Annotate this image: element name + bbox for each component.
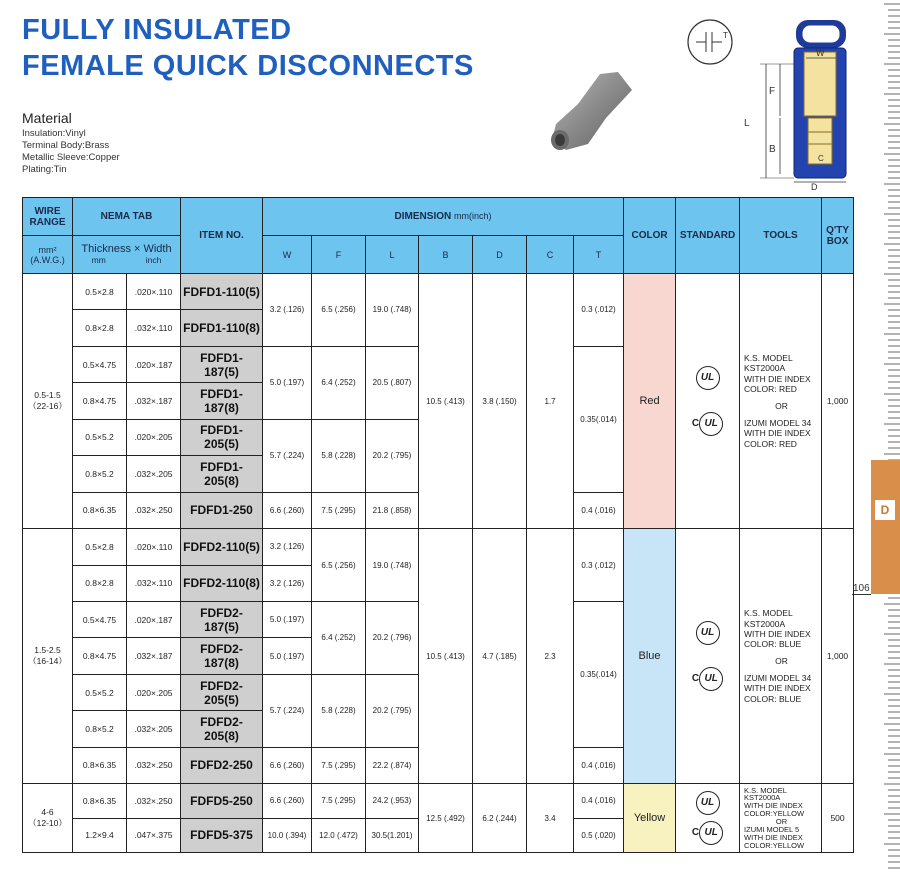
dim-w: 6.6 (.260) <box>263 784 312 818</box>
tab-mm: 0.5×5.2 <box>73 419 127 455</box>
dim-f: 7.5 (.295) <box>312 747 366 783</box>
header-nema-tab: NEMA TAB <box>73 198 181 236</box>
standard-cell <box>676 784 740 853</box>
item-no: FDFD1-205(8) <box>181 456 263 492</box>
dim-d: 4.7 (.185) <box>473 529 527 784</box>
material-insulation: Insulation:Vinyl <box>22 128 86 139</box>
tab-inch: .032×.187 <box>127 638 181 674</box>
tab-mm: 0.8×4.75 <box>73 638 127 674</box>
standard-cell <box>676 274 740 529</box>
dim-c: 3.4 <box>527 784 574 853</box>
dim-f: 12.0 (.472) <box>312 818 366 852</box>
header-thickness-width: Thickness × Width mm inch <box>73 236 181 274</box>
ul-mark-icon: UL <box>696 791 720 815</box>
table-row <box>23 529 854 565</box>
item-no: FDFD1-110(5) <box>181 274 263 310</box>
standard-cell <box>676 529 740 784</box>
tab-inch: .020×.187 <box>127 346 181 382</box>
item-no: FDFD2-110(8) <box>181 565 263 601</box>
tab-inch: .047×.375 <box>127 818 181 852</box>
tab-inch: .032×.250 <box>127 492 181 528</box>
tab-mm: 0.8×2.8 <box>73 310 127 346</box>
dim-w: 10.0 (.394) <box>263 818 312 852</box>
header-color: COLOR <box>624 198 676 274</box>
dim-w: 5.7 (.224) <box>263 674 312 747</box>
item-no: FDFD2-110(5) <box>181 529 263 565</box>
dim-b: 10.5 (.413) <box>419 529 473 784</box>
item-no: FDFD2-250 <box>181 747 263 783</box>
header-dimension: DIMENSION mm(inch) <box>263 198 624 236</box>
item-no: FDFD5-375 <box>181 818 263 852</box>
dimension-drawing <box>738 14 858 192</box>
header-d: D <box>473 236 527 274</box>
drawing-label-l: L <box>744 118 750 129</box>
tab-inch: .032×.250 <box>127 747 181 783</box>
table-row <box>23 784 854 818</box>
header-f: F <box>312 236 366 274</box>
dim-f: 7.5 (.295) <box>312 784 366 818</box>
drawing-label-f: F <box>769 86 776 97</box>
dim-t: 0.5 (.020) <box>574 818 624 852</box>
tab-mm: 0.8×6.35 <box>73 747 127 783</box>
cross-section-symbol-icon <box>686 18 734 66</box>
drawing-label-d: D <box>811 182 818 192</box>
tab-mm: 0.5×4.75 <box>73 601 127 637</box>
tab-inch: .032×.205 <box>127 456 181 492</box>
material-heading: Material <box>22 110 72 126</box>
dim-w: 5.0 (.197) <box>263 638 312 674</box>
item-no: FDFD5-250 <box>181 784 263 818</box>
dim-t: 0.4 (.016) <box>574 747 624 783</box>
dim-w: 3.2 (.126) <box>263 274 312 347</box>
drawing-label-w: W <box>816 48 825 58</box>
page-number: 106 <box>853 583 870 594</box>
dim-l: 20.2 (.795) <box>366 674 419 747</box>
header-standard: STANDARD <box>676 198 740 274</box>
ul-mark-icon: UL <box>696 366 720 390</box>
tab-mm: 0.5×5.2 <box>73 674 127 710</box>
dim-t: 0.4 (.016) <box>574 492 624 528</box>
c-mark-icon: C <box>691 418 700 430</box>
dim-f: 6.5 (.256) <box>312 274 366 347</box>
dim-f: 6.4 (.252) <box>312 601 366 674</box>
product-image <box>548 68 648 158</box>
dim-b: 12.5 (.492) <box>419 784 473 853</box>
dim-l: 22.2 (.874) <box>366 747 419 783</box>
dim-d: 3.8 (.150) <box>473 274 527 529</box>
dim-d: 6.2 (.244) <box>473 784 527 853</box>
dim-f: 7.5 (.295) <box>312 492 366 528</box>
color-cell: Yellow <box>624 784 676 853</box>
tab-inch: .020×.110 <box>127 274 181 310</box>
tab-mm: 0.8×6.35 <box>73 784 127 818</box>
dim-w: 3.2 (.126) <box>263 565 312 601</box>
section-tab <box>871 460 900 594</box>
drawing-label-b: B <box>769 144 776 155</box>
tools-cell: K.S. MODEL KST2000A WITH DIE INDEX COLOR:YELLOW OR IZUMI MODEL 5 WITH DIE INDEX COLOR:YELLOW <box>740 784 822 853</box>
dim-c: 2.3 <box>527 529 574 784</box>
dim-f: 5.8 (.228) <box>312 419 366 492</box>
dim-l: 20.2 (.796) <box>366 601 419 674</box>
dim-w: 5.0 (.197) <box>263 346 312 419</box>
material-plating: Plating:Tin <box>22 164 67 175</box>
tab-mm: 0.8×6.35 <box>73 492 127 528</box>
tab-inch: .020×.205 <box>127 419 181 455</box>
tab-inch: .032×.187 <box>127 383 181 419</box>
tab-mm: 0.8×5.2 <box>73 711 127 747</box>
dim-l: 19.0 (.748) <box>366 274 419 347</box>
header-c: C <box>527 236 574 274</box>
color-cell: Blue <box>624 529 676 784</box>
dim-w: 5.7 (.224) <box>263 419 312 492</box>
item-no: FDFD2-205(5) <box>181 674 263 710</box>
material-terminal-body: Terminal Body:Brass <box>22 140 110 151</box>
dim-t: 0.35(.014) <box>574 601 624 747</box>
header-b: B <box>419 236 473 274</box>
dim-l: 20.5 (.807) <box>366 346 419 419</box>
dim-w: 6.6 (.260) <box>263 492 312 528</box>
c-mark-icon: C <box>691 673 700 685</box>
wire-range-cell: 1.5-2.5 （16-14） <box>23 529 73 784</box>
table-row <box>23 274 854 310</box>
header-wire-units: mm² (A.W.G.) <box>23 236 73 274</box>
tab-inch: .020×.205 <box>127 674 181 710</box>
item-no: FDFD1-110(8) <box>181 310 263 346</box>
item-no: FDFD2-205(8) <box>181 711 263 747</box>
tab-inch: .020×.187 <box>127 601 181 637</box>
header-w: W <box>263 236 312 274</box>
dim-f: 5.8 (.228) <box>312 674 366 747</box>
page-title-line-2: FEMALE QUICK DISCONNECTS <box>22 50 474 82</box>
wire-range-cell: 4-6 （12-10） <box>23 784 73 853</box>
item-no: FDFD1-187(5) <box>181 346 263 382</box>
dim-f: 6.5 (.256) <box>312 529 366 602</box>
tab-inch: .032×.205 <box>127 711 181 747</box>
dim-l: 24.2 (.953) <box>366 784 419 818</box>
tab-inch: .032×.110 <box>127 565 181 601</box>
qty-cell: 500 <box>822 784 854 853</box>
cul-mark-icon: UL <box>699 821 723 845</box>
c-mark-icon: C <box>691 827 700 839</box>
item-no: FDFD1-250 <box>181 492 263 528</box>
dim-t: 0.4 (.016) <box>574 784 624 818</box>
spec-table <box>22 197 854 853</box>
qty-cell: 1,000 <box>822 529 854 784</box>
dim-w: 5.0 (.197) <box>263 601 312 637</box>
dim-t: 0.35(.014) <box>574 346 624 492</box>
item-no: FDFD1-205(5) <box>181 419 263 455</box>
tab-mm: 0.8×5.2 <box>73 456 127 492</box>
page-title-line-1: FULLY INSULATED <box>22 14 292 46</box>
tab-mm: 0.5×2.8 <box>73 529 127 565</box>
side-ruler <box>884 0 900 874</box>
tab-inch: .020×.110 <box>127 529 181 565</box>
dim-l: 21.8 (.858) <box>366 492 419 528</box>
header-qty: Q'TY BOX <box>822 198 854 274</box>
tools-cell: K.S. MODEL KST2000A WITH DIE INDEX COLOR: BLUE OR IZUMI MODEL 34 WITH DIE INDEX COLOR: BLUE <box>740 529 822 784</box>
cul-mark-icon: UL <box>699 412 723 436</box>
tools-cell: K.S. MODEL KST2000A WITH DIE INDEX COLOR: RED OR IZUMI MODEL 34 WITH DIE INDEX COLOR: RED <box>740 274 822 529</box>
tab-mm: 0.8×4.75 <box>73 383 127 419</box>
tab-inch: .032×.250 <box>127 784 181 818</box>
tab-mm: 0.5×4.75 <box>73 346 127 382</box>
tab-mm: 1.2×9.4 <box>73 818 127 852</box>
dim-c: 1.7 <box>527 274 574 529</box>
header-item-no: ITEM NO. <box>181 198 263 274</box>
dim-f: 6.4 (.252) <box>312 346 366 419</box>
header-l: L <box>366 236 419 274</box>
item-no: FDFD1-187(8) <box>181 383 263 419</box>
header-wire-range: WIRE RANGE <box>23 198 73 236</box>
dim-l: 30.5(1.201) <box>366 818 419 852</box>
section-tab-label: D <box>875 500 895 520</box>
cul-mark-icon: UL <box>699 667 723 691</box>
qty-cell: 1,000 <box>822 274 854 529</box>
dim-t: 0.3 (.012) <box>574 529 624 602</box>
drawing-label-c: C <box>818 154 824 163</box>
drawing-label-t: T <box>723 31 728 40</box>
header-tools: TOOLS <box>740 198 822 274</box>
item-no: FDFD2-187(5) <box>181 601 263 637</box>
ul-mark-icon: UL <box>696 621 720 645</box>
dim-w: 6.6 (.260) <box>263 747 312 783</box>
tab-mm: 0.8×2.8 <box>73 565 127 601</box>
dim-l: 19.0 (.748) <box>366 529 419 602</box>
wire-range-cell: 0.5-1.5 （22-16） <box>23 274 73 529</box>
tab-mm: 0.5×2.8 <box>73 274 127 310</box>
dim-b: 10.5 (.413) <box>419 274 473 529</box>
dim-w: 3.2 (.126) <box>263 529 312 565</box>
dim-t: 0.3 (.012) <box>574 274 624 347</box>
dim-l: 20.2 (.795) <box>366 419 419 492</box>
material-metallic-sleeve: Metallic Sleeve:Copper <box>22 152 120 163</box>
item-no: FDFD2-187(8) <box>181 638 263 674</box>
color-cell: Red <box>624 274 676 529</box>
header-t: T <box>574 236 624 274</box>
tab-inch: .032×.110 <box>127 310 181 346</box>
